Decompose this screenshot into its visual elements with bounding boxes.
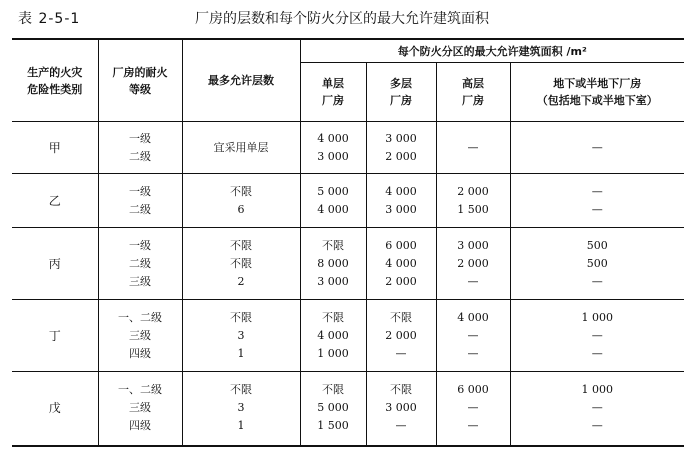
multi-storey-value: — <box>395 419 407 433</box>
floors-line: 宜采用单层 <box>213 140 269 154</box>
floors-cell <box>182 122 300 174</box>
underground-cell <box>510 174 684 228</box>
single-storey-value: 1 500 <box>317 419 349 433</box>
multi-storey-value: 4 000 <box>385 256 417 270</box>
single-storey-value: 1 000 <box>317 346 349 360</box>
single-storey-value: 不限 <box>322 310 344 324</box>
multi-storey-value: 3 000 <box>385 202 417 216</box>
high-cell <box>436 300 510 372</box>
grade-line: 二级 <box>129 149 151 163</box>
header-max-floors: 最多允许层数 <box>182 39 300 122</box>
multi-storey-value: 不限 <box>390 310 412 324</box>
multi-storey-value: 3 000 <box>385 401 417 415</box>
high-cell <box>436 174 510 228</box>
header-high-rise: 高层 厂房 <box>436 63 510 122</box>
grade-line: 四级 <box>129 419 151 433</box>
underground-value: — <box>591 184 603 198</box>
multi-cell <box>366 228 436 300</box>
single-cell <box>300 228 366 300</box>
floors-line: 不限 <box>230 310 252 324</box>
underground-value: — <box>591 401 603 415</box>
table-body <box>12 122 684 446</box>
hazard-category: 甲 <box>12 122 98 174</box>
floors-line: 3 <box>237 401 245 415</box>
table-header <box>12 39 684 122</box>
underground-cell <box>510 228 684 300</box>
single-storey-value: 3 000 <box>317 274 349 288</box>
multi-storey-value: — <box>395 346 407 360</box>
multi-storey-value: 3 000 <box>385 131 417 145</box>
high-rise-value: — <box>467 328 479 342</box>
table-row <box>12 228 684 300</box>
grade-line: 二级 <box>129 202 151 216</box>
high-rise-value: 2 000 <box>457 256 489 270</box>
grades-cell <box>98 174 182 228</box>
grades-cell <box>98 122 182 174</box>
underground-value: 1 000 <box>581 310 613 324</box>
single-storey-value: 4 000 <box>317 131 349 145</box>
single-storey-value: 5 000 <box>317 401 349 415</box>
multi-storey-value: 2 000 <box>385 149 417 163</box>
table-title: 厂房的层数和每个防火分区的最大允许建筑面积 <box>195 11 489 27</box>
header-hazard-class: 生产的火灾 危险性类别 <box>12 39 98 122</box>
underground-value: 500 <box>586 256 608 270</box>
header-single-storey: 单层 厂房 <box>300 63 366 122</box>
table-row <box>12 174 684 228</box>
underground-value: — <box>591 419 603 433</box>
high-cell <box>436 228 510 300</box>
multi-storey-value: 4 000 <box>385 184 417 198</box>
table-row <box>12 122 684 174</box>
underground-cell <box>510 122 684 174</box>
multi-storey-value: 2 000 <box>385 274 417 288</box>
high-rise-value: — <box>467 419 479 433</box>
grade-line: 二级 <box>129 256 151 270</box>
table-row <box>12 300 684 372</box>
single-storey-value: 5 000 <box>317 184 349 198</box>
single-storey-value: 8 000 <box>317 256 349 270</box>
hazard-category: 戊 <box>12 372 98 446</box>
grade-line: 一级 <box>129 184 151 198</box>
single-cell <box>300 300 366 372</box>
underground-cell <box>510 300 684 372</box>
single-storey-value: 不限 <box>322 383 344 397</box>
floors-line: 1 <box>237 346 245 360</box>
hazard-category: 乙 <box>12 174 98 228</box>
high-cell <box>436 372 510 446</box>
header-area-group: 每个防火分区的最大允许建筑面积 /m² <box>300 39 684 63</box>
single-cell <box>300 174 366 228</box>
single-storey-value: 4 000 <box>317 328 349 342</box>
header-fire-resistance-grade: 厂房的耐火 等级 <box>98 39 182 122</box>
floors-line: 1 <box>237 419 245 433</box>
floors-line: 不限 <box>230 184 252 198</box>
high-rise-value: 1 500 <box>457 202 489 216</box>
high-rise-value: 4 000 <box>457 310 489 324</box>
floors-line: 6 <box>237 202 245 216</box>
grade-line: 一级 <box>129 131 151 145</box>
grade-line: 三级 <box>129 274 151 288</box>
floors-cell <box>182 174 300 228</box>
single-cell <box>300 372 366 446</box>
header-multi-storey: 多层 厂房 <box>366 63 436 122</box>
single-storey-value: 3 000 <box>317 149 349 163</box>
grades-cell <box>98 228 182 300</box>
underground-value: — <box>591 140 603 154</box>
grade-line: 一、二级 <box>118 383 162 397</box>
floors-line: 3 <box>237 328 245 342</box>
floors-line: 不限 <box>230 238 252 252</box>
high-rise-value: 3 000 <box>457 238 489 252</box>
grade-line: 一、二级 <box>118 310 162 324</box>
high-rise-value: 6 000 <box>457 383 489 397</box>
underground-value: 500 <box>586 238 608 252</box>
single-storey-value: 不限 <box>322 238 344 252</box>
multi-cell <box>366 300 436 372</box>
underground-cell <box>510 372 684 446</box>
floors-cell <box>182 300 300 372</box>
floors-line: 2 <box>237 274 245 288</box>
multi-cell <box>366 174 436 228</box>
floors-cell <box>182 228 300 300</box>
high-rise-value: — <box>467 401 479 415</box>
single-storey-value: 4 000 <box>317 202 349 216</box>
fire-compartment-table <box>12 38 684 447</box>
underground-value: — <box>591 346 603 360</box>
floors-line: 不限 <box>230 383 252 397</box>
underground-value: — <box>591 328 603 342</box>
multi-storey-value: 不限 <box>390 383 412 397</box>
grades-cell <box>98 372 182 446</box>
table-row <box>12 372 684 446</box>
high-cell <box>436 122 510 174</box>
grade-line: 四级 <box>129 346 151 360</box>
grade-line: 三级 <box>129 328 151 342</box>
multi-cell <box>366 122 436 174</box>
hazard-category: 丁 <box>12 300 98 372</box>
underground-value: — <box>591 274 603 288</box>
floors-line: 不限 <box>230 256 252 270</box>
high-rise-value: — <box>467 140 479 154</box>
grades-cell <box>98 300 182 372</box>
grade-line: 一级 <box>129 238 151 252</box>
high-rise-value: — <box>467 346 479 360</box>
header-underground: 地下或半地下厂房 （包括地下或半地下室） <box>510 63 684 122</box>
single-cell <box>300 122 366 174</box>
table-caption <box>0 6 696 30</box>
multi-storey-value: 2 000 <box>385 328 417 342</box>
table-number: 表 2-5-1 <box>18 11 81 27</box>
hazard-category: 丙 <box>12 228 98 300</box>
grade-line: 三级 <box>129 401 151 415</box>
underground-value: 1 000 <box>581 383 613 397</box>
high-rise-value: — <box>467 274 479 288</box>
high-rise-value: 2 000 <box>457 184 489 198</box>
underground-value: — <box>591 202 603 216</box>
floors-cell <box>182 372 300 446</box>
multi-storey-value: 6 000 <box>385 238 417 252</box>
multi-cell <box>366 372 436 446</box>
